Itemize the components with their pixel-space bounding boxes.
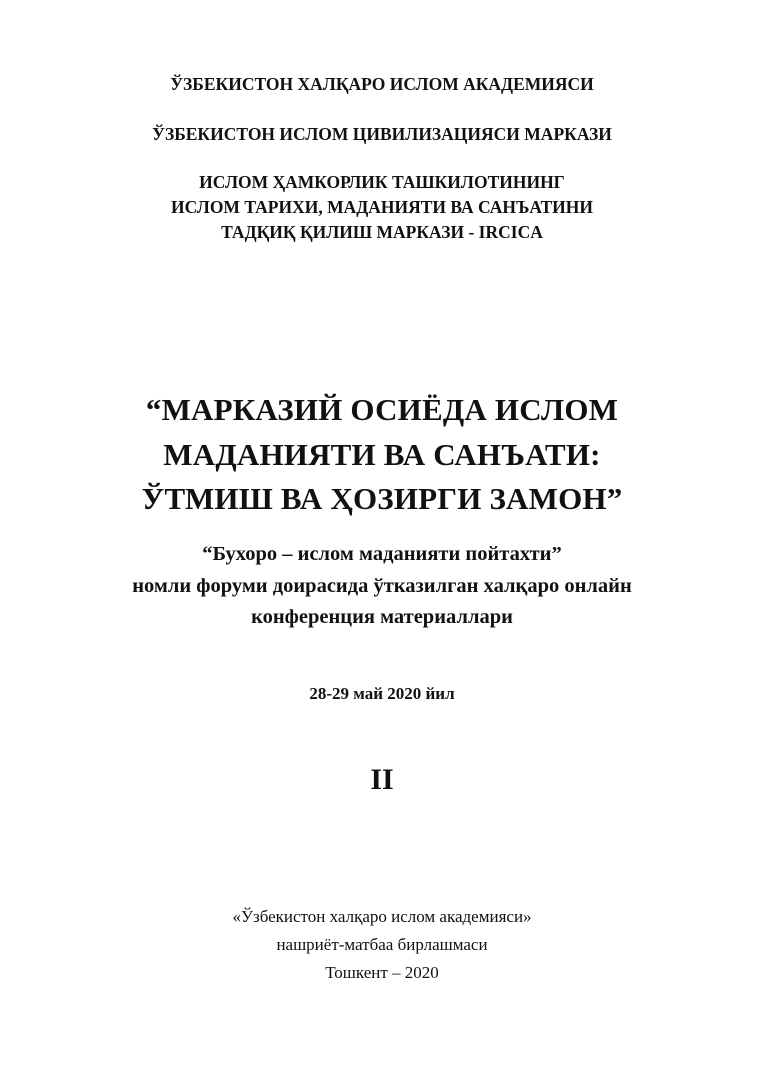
publisher-line-2: нашриёт-матбаа бирлашмаси [276, 935, 488, 954]
org-ircica-line-3: ТАДҚИҚ ҚИЛИШ МАРКАЗИ - IRCICA [221, 222, 543, 242]
volume-number: II [370, 763, 394, 796]
publisher-line-1: «Ўзбекистон халқаро ислом академияси» [232, 907, 532, 926]
main-title-line-1: “МАРКАЗИЙ ОСИЁДА ИСЛОМ [145, 392, 619, 427]
org-ircica-line-1: ИСЛОМ ҲАМКОРЛИК ТАШКИЛОТИНИНГ [199, 172, 565, 192]
main-title-line-3: ЎТМИШ ВА ҲОЗИРГИ ЗАМОН” [141, 481, 623, 516]
org-ircica-line-2: ИСЛОМ ТАРИХИ, МАДАНИЯТИ ВА САНЪАТИНИ [170, 197, 594, 217]
publisher-place-year: Тошкент – 2020 [325, 963, 439, 982]
conference-date: 28-29 май 2020 йил [309, 684, 455, 703]
subtitle-line-1: “Бухоро – ислом маданияти пойтахти” [202, 543, 562, 565]
main-title-line-2: МАДАНИЯТИ ВА САНЪАТИ: [163, 437, 601, 472]
org-center: ЎЗБЕКИСТОН ИСЛОМ ЦИВИЛИЗАЦИЯСИ МАРКАЗИ [152, 124, 612, 144]
org-academy: ЎЗБЕКИСТОН ХАЛҚАРО ИСЛОМ АКАДЕМИЯСИ [170, 74, 594, 94]
subtitle-line-2: номли форуми доирасида ўтказилган халқаро онлайн [132, 575, 632, 597]
subtitle-line-3: конференция материаллари [251, 606, 513, 628]
